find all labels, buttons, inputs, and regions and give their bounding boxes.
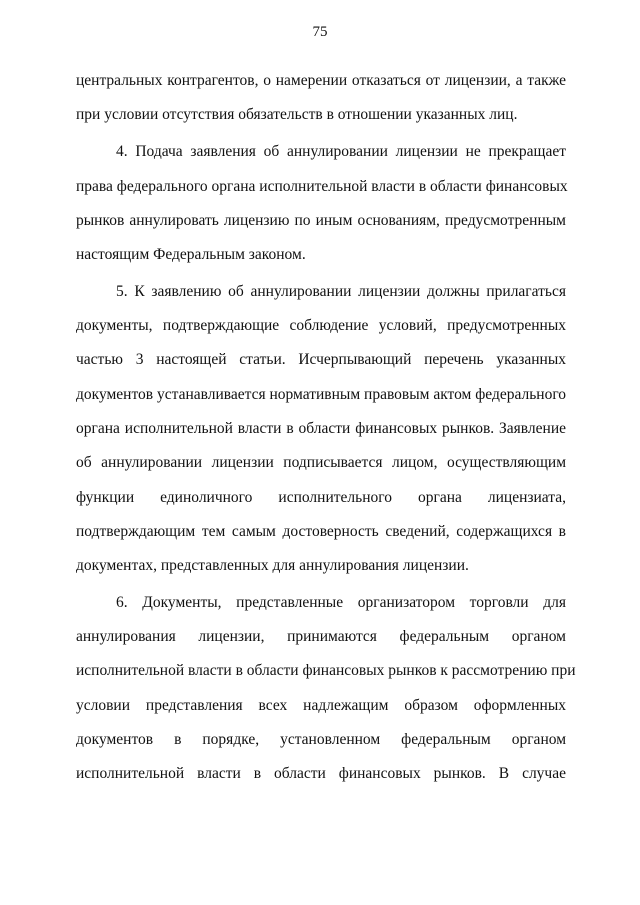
text-line: функции единоличного исполнительного органа лицензиата,	[76, 489, 566, 506]
text-line: подтверждающим тем самым достоверность сведений, содержащихся в	[76, 523, 566, 540]
text-line: об аннулировании лицензии подписывается лицом, осуществляющим	[76, 454, 566, 471]
text-line: частью 3 настоящей статьи. Исчерпывающий перечень указанных	[76, 351, 566, 368]
paragraph-6-first-line: 6. Документы, представленные организатором торговли для	[116, 594, 566, 611]
text-line: центральных контрагентов, о намерении отказаться от лицензии, а также	[76, 72, 566, 89]
page-number: 75	[312, 24, 328, 40]
text-line: документов устанавливается нормативным правовым актом федерального	[76, 386, 567, 403]
paragraph-5-first-line: 5. К заявлению об аннулировании лицензии должны прилагаться	[116, 283, 566, 300]
text-line: органа исполнительной власти в области финансовых рынков. Заявление	[76, 420, 566, 437]
text-line: настоящим Федеральным законом.	[76, 246, 306, 263]
paragraph-4-first-line: 4. Подача заявления об аннулировании лицензии не прекращает	[116, 143, 566, 160]
text-line: документах, представленных для аннулирования лицензии.	[76, 557, 469, 574]
text-line: аннулирования лицензии, принимаются федеральным органом	[76, 628, 566, 645]
text-line: при условии отсутствия обязательств в отношении указанных лиц.	[76, 106, 518, 123]
text-line: документы, подтверждающие соблюдение условий, предусмотренных	[76, 317, 566, 334]
text-line: рынков аннулировать лицензию по иным основаниям, предусмотренным	[76, 212, 566, 229]
text-line: исполнительной власти в области финансовых рынков к рассмотрению при	[76, 662, 576, 679]
text-line: документов в порядке, установленном федеральным органом	[76, 731, 566, 748]
text-line: права федерального органа исполнительной власти в области финансовых	[76, 178, 568, 195]
text-line: условии представления всех надлежащим образом оформленных	[76, 697, 566, 714]
text-line: исполнительной власти в области финансовых рынков. В случае	[76, 765, 566, 782]
